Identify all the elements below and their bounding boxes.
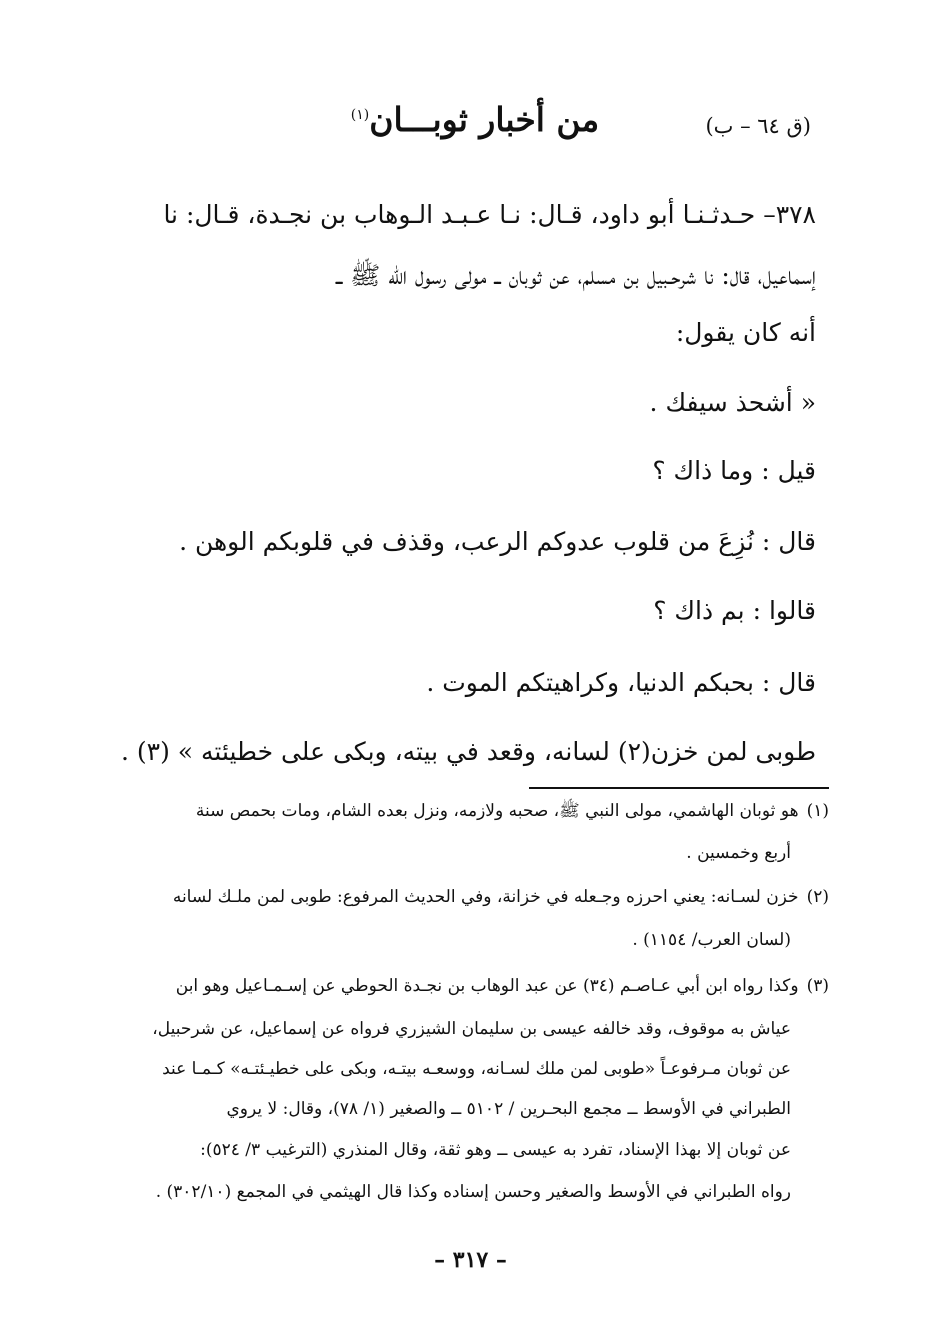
- body-line: أنه كان يقول:: [675, 318, 816, 347]
- footnote-number: (٣): [806, 976, 829, 996]
- body-line: قيل : وما ذاك ؟: [652, 456, 816, 485]
- body-line: قالوا : بم ذاك ؟: [653, 596, 816, 625]
- footnote-line: الطبراني في الأوسط ــ مجمع البحـرين / ٥١٠٢ ــ والصغير (١/ ٧٨)، وقال: لا يروي: [226, 1099, 791, 1119]
- manuscript-folio-ref: (ق ٦٤ – ب): [705, 114, 811, 138]
- title-footnote-marker: (١): [350, 107, 370, 123]
- section-title-text: من أخبار ثوبـــان: [369, 100, 600, 139]
- body-line: إسماعيل، قال: نا شرحـبيل بن مسلم، عن ثوبان ــ مولى رسول الله ﷺ ــ: [335, 261, 816, 290]
- footnote-text: هو ثوبان الهاشمي، مولى النبي ﷺ، صحبه ولازمه، ونزل بعده الشام، ومات بحمص سنة: [195, 801, 799, 821]
- footnote-separator: [529, 787, 829, 789]
- footnote-text: خزن لسـانه: يعني احرزه وجـعله في خزانة، وفي الحديث المرفوع: طوبى لمن ملـك لسانه: [172, 887, 799, 907]
- page-number: – ٣١٧ –: [434, 1247, 507, 1273]
- body-line: طوبى لمن خزن(٢) لسانه، وقعد في بيته، وبكى على خطيئته » (٣) .: [120, 737, 816, 766]
- footnote-number: (١): [806, 801, 829, 821]
- body-line: قال : نُزِعَ من قلوب عدوكم الرعب، وقذف في قلوبكم الوهن .: [179, 527, 816, 556]
- footnote-line: [196, 800, 829, 825]
- section-title: [330, 100, 620, 139]
- footnote-line: أربع وخمسين .: [686, 843, 791, 863]
- body-line: « أشحذ سيفك .: [649, 388, 816, 417]
- footnote-line: عن ثوبان إلا بهذا الإسناد، تفرد به عيسى ــ وهو ثقة، وقال المنذري (الترغيب ٣/ ٥٢٤):: [200, 1140, 791, 1160]
- footnote-line: رواه الطبراني في الأوسط والصغير وحسن إسناده وكذا قال الهيثمي في المجمع (٣٠٢/١٠) .: [155, 1182, 791, 1202]
- body-line: ٣٧٨– حـدثـنـا أبو داود، قـال: نـا عـبـد الـوهاب بن نجـدة، قـال: نا: [163, 200, 816, 229]
- footnote-text: وكذا رواه ابن أبي عـاصـم (٣٤) عن عبد الوهاب بن نجـدة الحوطي عن إسـمـاعيل وهو ابن: [175, 976, 799, 996]
- footnote-line: [176, 976, 829, 996]
- footnote-line: عياش به موقوف، وقد خالفه عيسى بن سليمان الشيزري فرواه عن إسماعيل، عن شرحبيل،: [152, 1019, 791, 1039]
- body-line: قال : بحبكم الدنيا، وكراهيتكم الموت .: [426, 668, 816, 697]
- footnote-line: (لسان العرب/ ١١٥٤) .: [632, 930, 791, 950]
- footnote-line: عن ثوبان مـرفوعـاً «طوبى لمن ملك لسـانه، ووسعـه بيتـه، وبكى على خطيـئتـه» كـمـا عند: [162, 1059, 791, 1079]
- footnote-number: (٢): [806, 887, 829, 907]
- footnote-line: [173, 887, 829, 907]
